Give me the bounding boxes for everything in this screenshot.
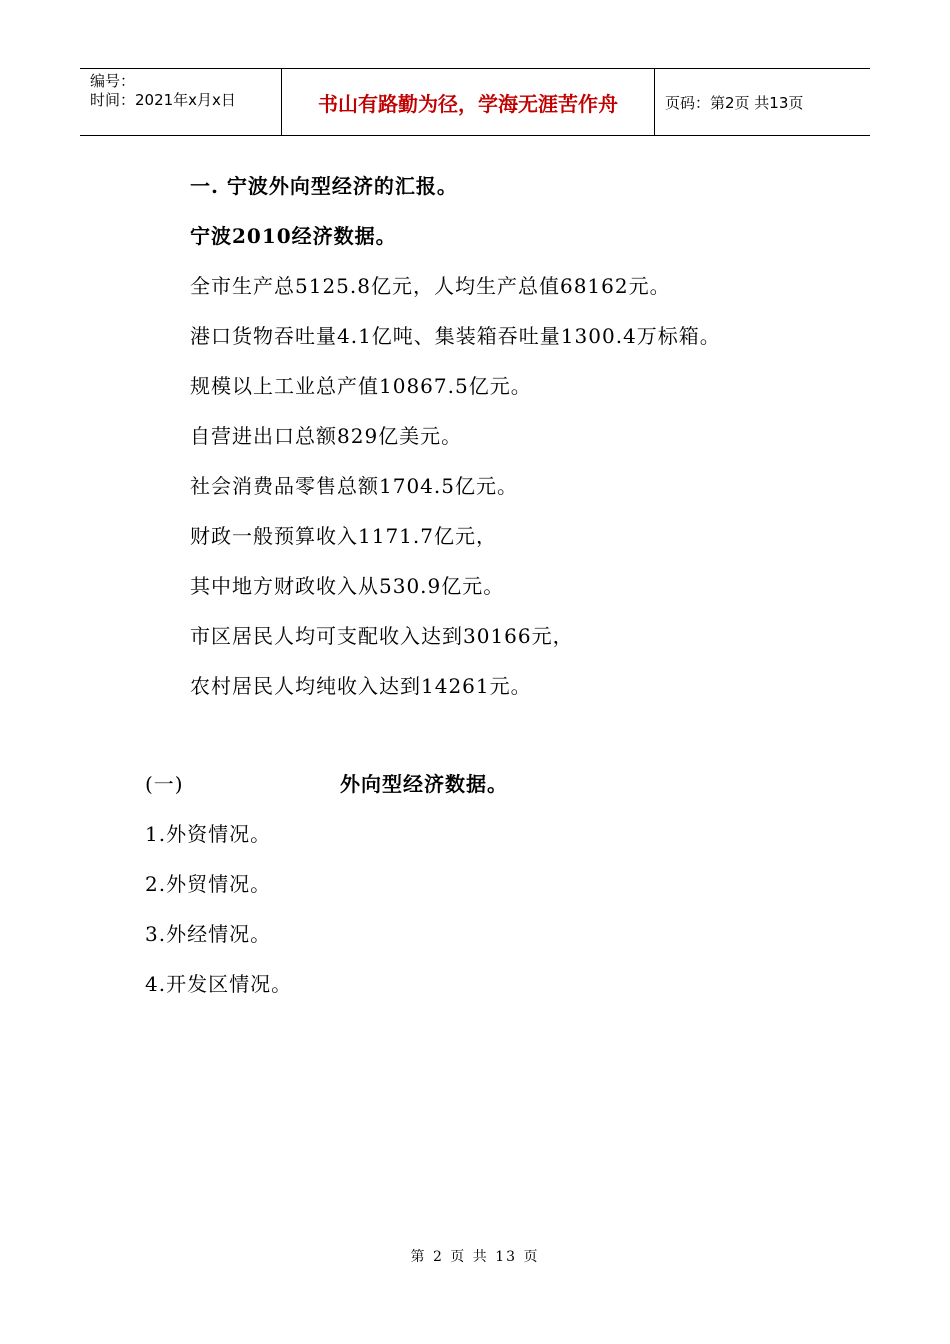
document-number-label: 编号： — [90, 72, 136, 90]
stat-line: 农村居民人均纯收入达到14261元。 — [190, 674, 532, 698]
list-item: 1.外资情况。 — [145, 822, 272, 846]
document-time-label: 时间：2021年x月x日 — [90, 91, 236, 109]
page-header — [80, 68, 870, 136]
stat-line: 社会消费品零售总额1704.5亿元。 — [190, 474, 518, 498]
subsection-title: 宁波2010经济数据。 — [190, 224, 397, 248]
stat-line: 其中地方财政收入从530.9亿元。 — [190, 574, 505, 598]
section-title: 一. 宁波外向型经济的汇报。 — [190, 174, 458, 198]
header-page-info: 页码：第2页 共13页 — [665, 93, 804, 112]
list-item: 3.外经情况。 — [145, 922, 272, 946]
part-title: 外向型经济数据。 — [340, 772, 508, 796]
stat-line: 财政一般预算收入1171.7亿元， — [190, 524, 497, 548]
stat-line: 规模以上工业总产值10867.5亿元。 — [190, 374, 532, 398]
page-footer: 第 2 页 共 13 页 — [410, 1249, 540, 1265]
stat-line: 市区居民人均可支配收入达到30166元， — [190, 624, 574, 648]
header-meta — [80, 69, 282, 135]
header-motto: 书山有路勤为径，学海无涯苦作舟 — [282, 69, 655, 135]
list-item: 2.外贸情况。 — [145, 872, 272, 896]
stat-line: 港口货物吞吐量4.1亿吨、集装箱吞吐量1300.4万标箱。 — [190, 324, 721, 348]
stat-line: 全市生产总5125.8亿元，人均生产总值68162元。 — [190, 274, 671, 298]
part-marker: (一) — [145, 772, 184, 796]
list-item: 4.开发区情况。 — [145, 972, 293, 996]
stat-line: 自营进出口总额829亿美元。 — [190, 424, 463, 448]
